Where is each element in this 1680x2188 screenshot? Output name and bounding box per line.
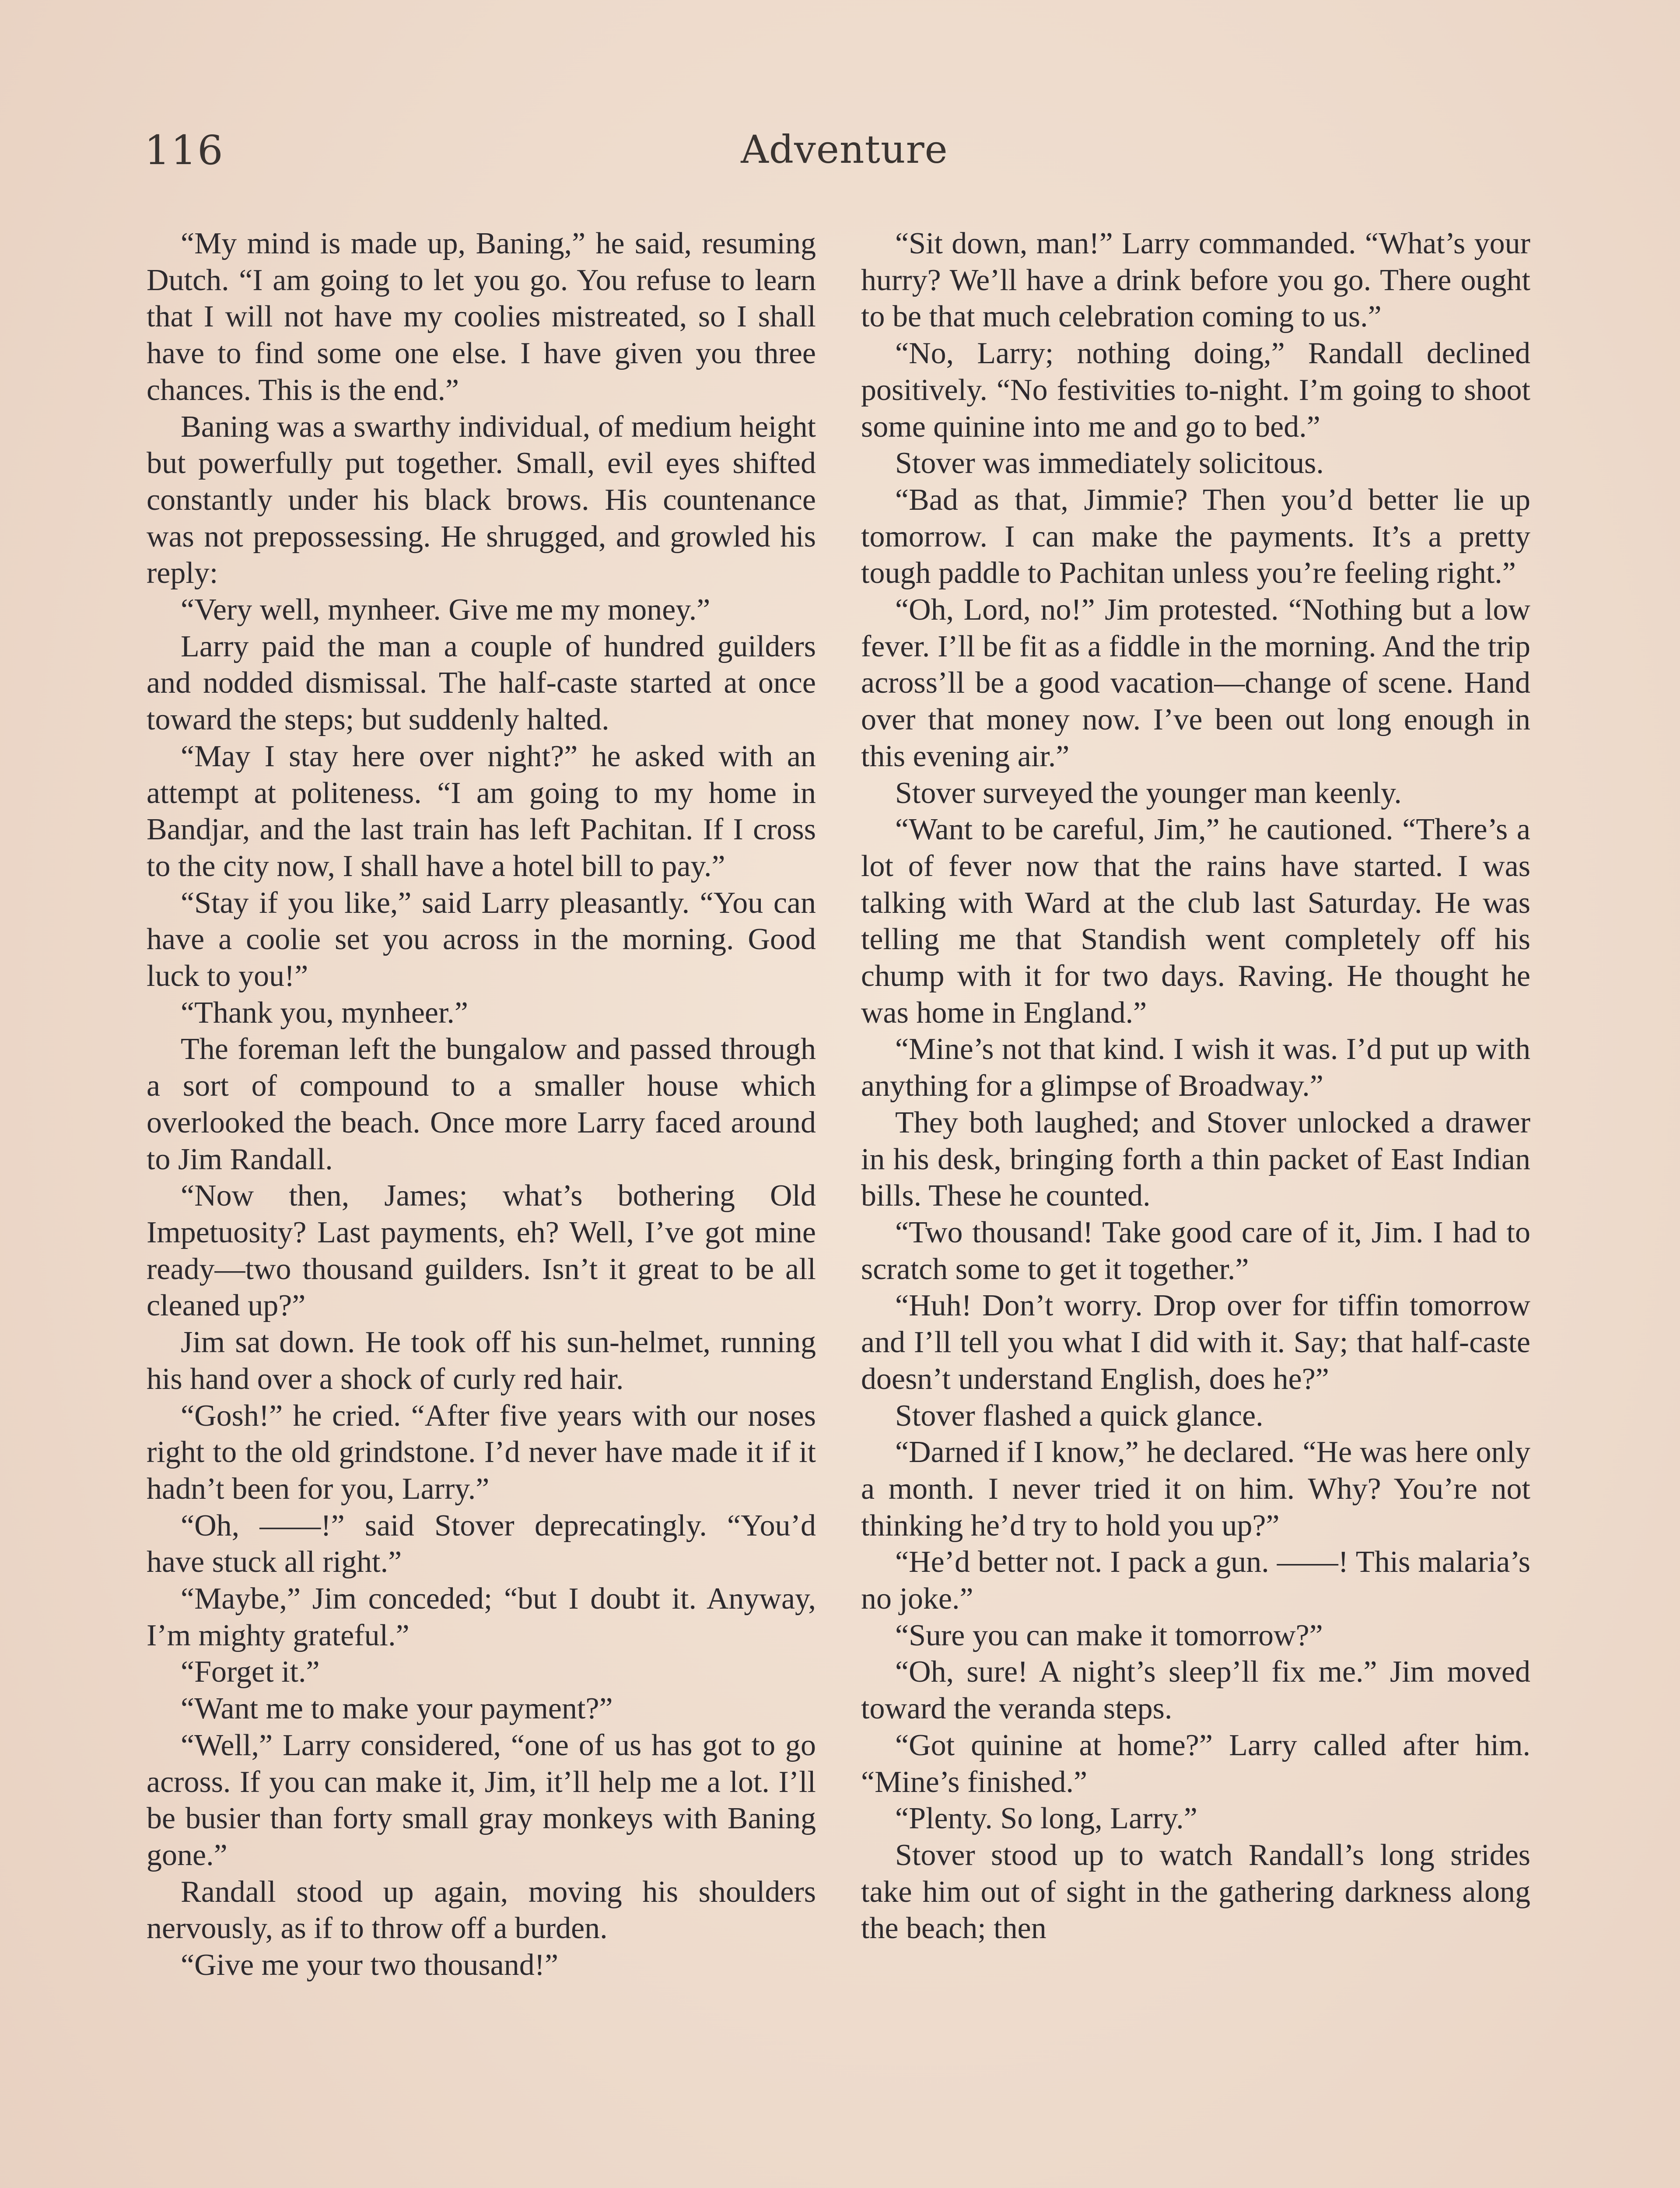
paragraph: “Well,” Larry considered, “one of us has got to go across. If you can make it, Jim, it’ll help me a lot. I’ll be busier than forty small gray monkeys with Baning gone.” [147,1728,816,1872]
paragraph: “Forget it.” [181,1655,320,1689]
paragraph: Stover surveyed the younger man keenly. [895,776,1402,810]
paragraph: Stover was immediately solicitous. [895,446,1324,480]
page-header [144,127,1544,188]
paragraph: “Now then, James; what’s bothering Old Impetuosity? Last payments, eh? Well, I’ve got mine ready—two thousand guilders. Isn’t it great to be all cleaned up?” [147,1179,816,1323]
paragraph: “Thank you, mynheer.” [181,996,469,1030]
paragraph: “Darned if I know,” he declared. “He was here only a month. I never tried it on him. Why? You’re not thinking he’d try to hold you up?” [861,1435,1530,1543]
paragraph: Stover flashed a quick glance. [895,1399,1264,1433]
paragraph: “Gosh!” he cried. “After five years with our noses right to the old grindstone. I’d never have made it if it hadn’t been for you, Larry.” [147,1399,816,1506]
paragraph: “Bad as that, Jimmie? Then you’d better lie up tomorrow. I can make the payments. It’s a pretty tough paddle to Pachitan unless you’re feeling right.” [861,483,1530,590]
paragraph: “Got quinine at home?” Larry called after him. “Mine’s finished.” [861,1728,1530,1799]
paragraph: “May I stay here over night?” he asked with an attempt at politeness. “I am going to my home in Bandjar, and the last train has left Pachitan. If I cross to the city now, I shall have a hotel bill to pay.” [147,739,816,883]
paragraph: “Want to be careful, Jim,” he cautioned. “There’s a lot of fever now that the rains have started. I was talking with Ward at the club last Saturday. He was telling me that Standish went completely off his chump with it for two days. Raving. He thought he was home in England.” [861,813,1530,1030]
paragraph: “No, Larry; nothing doing,” Randall declined positively. “No festivities to-night. I’m going to shoot some quinine into me and go to bed.” [861,337,1530,444]
right-text-column [861,225,1530,1947]
running-title: Adventure [741,127,948,172]
paragraph: “Sit down, man!” Larry commanded. “What’s your hurry? We’ll have a drink before you go. There ought to be that much celebration coming to us.” [861,227,1530,334]
paragraph: “Oh, Lord, no!” Jim protested. “Nothing but a low fever. I’ll be fit as a fiddle in the morning. And the trip across’ll be a good vacation—change of scene. Hand over that money now. I’ve been out long enough in this evening air.” [861,593,1530,773]
paragraph: “Oh, ——!” said Stover deprecatingly. “You’d have stuck all right.” [147,1508,816,1579]
paragraph: Randall stood up again, moving his shoulders nervously, as if to throw off a burden. [147,1875,816,1946]
paragraph: “Stay if you like,” said Larry pleasantly. “You can have a coolie set you across in the morning. Good luck to you!” [147,886,816,993]
paragraph: “Huh! Don’t worry. Drop over for tiffin tomorrow and I’ll tell you what I did with it. Say; that half-caste doesn’t understand English, does he?” [861,1289,1530,1396]
paragraph: “My mind is made up, Baning,” he said, resuming Dutch. “I am going to let you go. You refuse to learn that I will not have my coolies mistreated, so I shall have to find some one else. I have given you three chances. This is the end.” [147,227,816,407]
paragraph: Larry paid the man a couple of hundred guilders and nodded dismissal. The half-caste started at once toward the steps; but suddenly halted. [147,629,816,737]
paragraph: “Plenty. So long, Larry.” [895,1802,1197,1836]
paragraph: Stover stood up to watch Randall’s long strides take him out of sight in the gathering darkness along the beach; then [861,1838,1530,1946]
paragraph: “Oh, sure! A night’s sleep’ll fix me.” Jim moved toward the veranda steps. [861,1655,1530,1726]
paragraph: Jim sat down. He took off his sun-helmet, running his hand over a shock of curly red hair. [147,1325,816,1396]
paragraph: The foreman left the bungalow and passed through a sort of compound to a smaller house which overlooked the beach. Once more Larry faced around to Jim Randall. [147,1032,816,1176]
paragraph: “He’d better not. I pack a gun. ——! This malaria’s no joke.” [861,1545,1530,1616]
page-number: 116 [144,127,224,174]
paragraph: “Mine’s not that kind. I wish it was. I’d put up with anything for a glimpse of Broadway.” [861,1032,1530,1103]
paragraph: “Give me your two thousand!” [181,1948,559,1982]
paragraph: They both laughed; and Stover unlocked a drawer in his desk, bringing forth a thin packet of East Indian bills. These he counted. [861,1105,1530,1213]
paragraph: “Sure you can make it tomorrow?” [895,1618,1323,1652]
paragraph: “Two thousand! Take good care of it, Jim. I had to scratch some to get it together.” [861,1215,1530,1286]
paragraph: “Maybe,” Jim conceded; “but I doubt it. Anyway, I’m mighty grateful.” [147,1582,816,1652]
paragraph: Baning was a swarthy individual, of medium height but powerfully put together. Small, evil eyes shifted constantly under his black brows. His countenance was not prepossessing. He shrugged, and growled his reply: [147,410,816,590]
left-text-column [147,225,816,1984]
paragraph: “Want me to make your payment?” [181,1692,613,1726]
paragraph: “Very well, mynheer. Give me my money.” [181,593,710,627]
